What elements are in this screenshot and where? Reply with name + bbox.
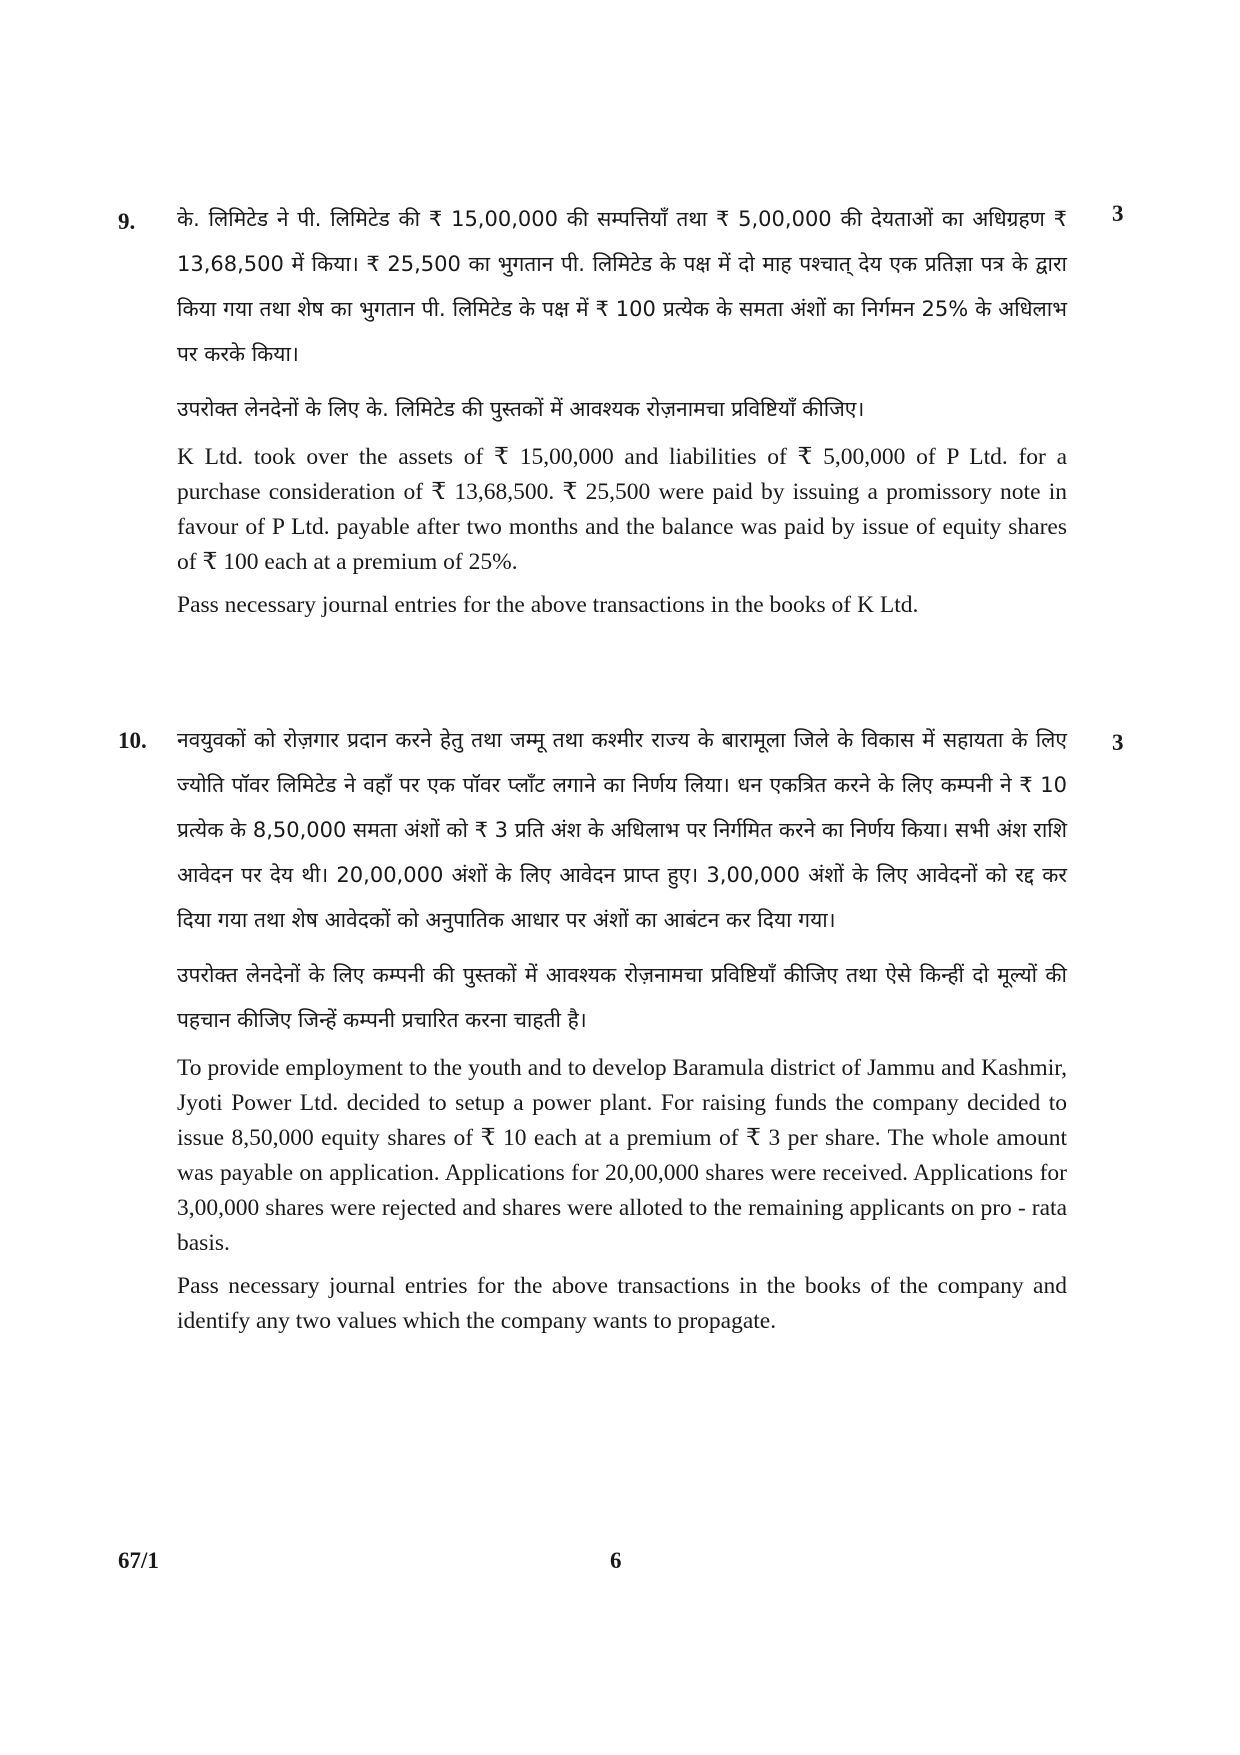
hindi-question-text: नवयुवकों को रोज़गार प्रदान करने हेतु तथा जम्मू तथा कश्मीर राज्य के बारामूला जिले के विकास में सहायता के लिए ज्योति पॉवर लिमिटेड ने वहाँ पर एक पॉवर प्लाँट लगाने का निर्णय लिया। धन एकत्रित करने के लिए कम्पनी ने ₹ 10 प्रत्येक के 8,50,000 समता अंशों को ₹ 3 प्रति अंश के अधिलाभ पर निर्गमित करने का निर्णय किया। सभी अंश राशि आवेदन पर देय थी। 20,00,000 अंशों के लिए आवेदन प्राप्त हुए। 3,00,000 अंशों के लिए आवेदनों को रद्द कर दिया गया तथा शेष आवेदकों को अनुपातिक आधार पर अंशों का आबंटन कर दिया गया। (177, 728, 1067, 932)
hindi-instruction-text: उपरोक्त लेनदेनों के लिए के. लिमिटेड की पुस्तकों में आवश्यक रोज़नामचा प्रविष्टियाँ कीजिए। (177, 397, 865, 421)
hindi-instruction-text: उपरोक्त लेनदेनों के लिए कम्पनी की पुस्तकों में आवश्यक रोज़नामचा प्रविष्टियाँ कीजिए तथा ऐसे किन्हीं दो मूल्यों की पहचान कीजिए जिन्हें कम्पनी प्रचारित करना चाहती है। (177, 963, 1067, 1032)
hindi-question-text: के. लिमिटेड ने पी. लिमिटेड की ₹ 15,00,000 की सम्पत्तियाँ तथा ₹ 5,00,000 की देयताओं का अधिग्रहण ₹ 13,68,500 में किया। ₹ 25,500 का भुगतान पी. लिमिटेड के पक्ष में दो माह पश्चात् देय एक प्रतिज्ञा पत्र के द्वारा किया गया तथा शेष का भुगतान पी. लिमिटेड के पक्ष में ₹ 100 प्रत्येक के समता अंशों का निर्गमन 25% के अधिलाभ पर करके किया। (177, 207, 1067, 366)
question-marks: 3 (1112, 201, 1124, 226)
english-instruction-text: Pass necessary journal entries for the above transactions in the books of K Ltd. (177, 592, 919, 618)
page-number: 6 (610, 1548, 622, 1573)
english-question-text: To provide employment to the youth and to develop Baramula district of Jammu and Kashmir, Jyoti Power Ltd. decided to setup a power plant. For raising funds the company decided to issue 8,50,000 equity shares of ₹ 10 each at a premium of ₹ 3 per share. The whole amount was payable on application. Applications for 20,00,000 shares were received. Applications for 3,00,000 shares were rejected and shares were alloted to the remaining applicants on pro - rata basis. (177, 1055, 1067, 1256)
question-number: 9. (118, 209, 136, 234)
question-number: 10. (118, 728, 147, 753)
english-question-text: K Ltd. took over the assets of ₹ 15,00,000 and liabilities of ₹ 5,00,000 of P Ltd. for a purchase consideration of ₹ 13,68,500. ₹ 25,500 were paid by issuing a promissory note in favour of P Ltd. payable after two months and the balance was paid by issue of equity shares of ₹ 100 each at a premium of 25%. (177, 444, 1067, 575)
question-body (177, 197, 1067, 623)
question-body (177, 718, 1067, 1339)
paper-code: 67/1 (118, 1548, 159, 1573)
english-instruction-text: Pass necessary journal entries for the above transactions in the books of the company and identify any two values which the company wants to propagate. (177, 1273, 1067, 1334)
question-marks: 3 (1112, 730, 1124, 755)
